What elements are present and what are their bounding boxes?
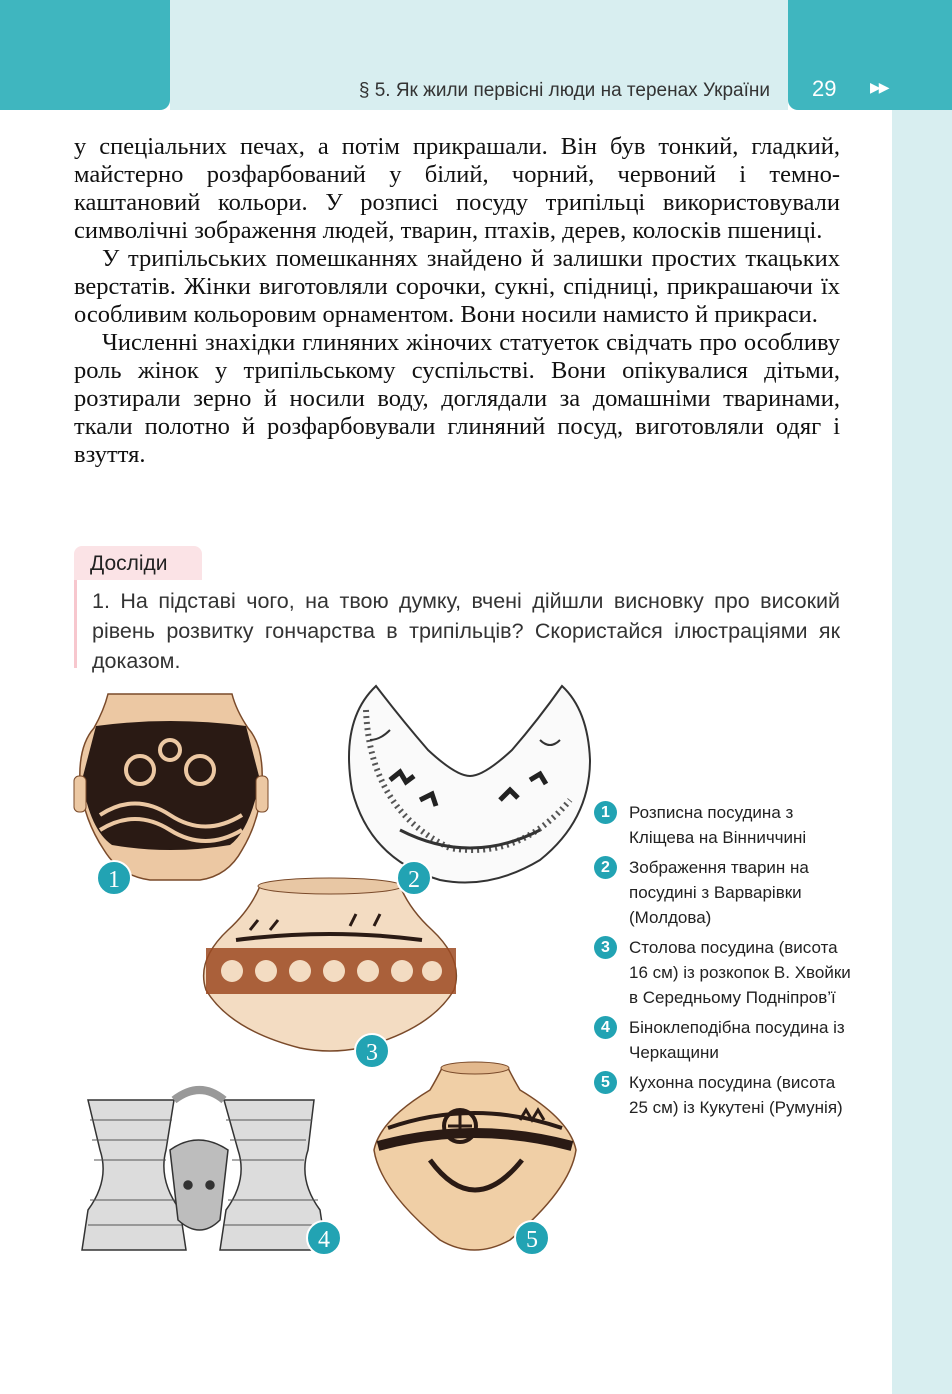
paragraph: у спеціальних печах, а потім прикрашали. Він був тонкий, гладкий, майстерно розфарбований у білий, чорний, червоний і темно-каштановий кольори. У розписі посуду трипільці використовували символічні зображення людей, тварин, птахів, дерев, колосків пшениці.: [74, 133, 840, 244]
pottery-illustration: [70, 680, 600, 1280]
legend-number: 1: [594, 801, 617, 824]
figure-badge-1: 1: [96, 860, 132, 896]
page-number: 29: [812, 76, 837, 101]
legend-number: 5: [594, 1071, 617, 1094]
body-text: [74, 133, 840, 469]
vessel-2-image: [349, 686, 590, 883]
figure-badge-5: 5: [514, 1220, 550, 1256]
legend-number: 2: [594, 856, 617, 879]
legend-text: Зображення тварин на посудині з Варварівки (Молдова): [629, 858, 809, 927]
chapter-title: § 5. Як жили первісні люди на теренах України: [358, 80, 770, 101]
figure-badge-2: 2: [396, 860, 432, 896]
legend-text: Розписна посудина з Кліщева на Вінниччині: [629, 803, 807, 847]
legend-text: Біноклеподібна посудина із Черкащини: [629, 1018, 845, 1062]
header-tab-left: [0, 0, 170, 110]
legend-number: 4: [594, 1016, 617, 1039]
vessel-4-image: [82, 1090, 326, 1250]
legend-item: [592, 855, 852, 930]
pottery-drawings: [70, 680, 600, 1280]
figure-badge-3: 3: [354, 1033, 390, 1069]
next-page-arrows-icon[interactable]: ▶▶: [870, 80, 888, 96]
research-question: 1. На підставі чого, на твою думку, вчені дійшли висновку про високий рівень розвитку гончарства в трипільців? Скористайся ілюстраціями як доказом.: [92, 589, 840, 673]
legend-number: 3: [594, 936, 617, 959]
legend-item: [592, 1015, 852, 1065]
vessel-3-image: [204, 878, 457, 1051]
research-label-text: Досліди: [90, 552, 168, 575]
figure-legend: [592, 800, 852, 1125]
research-label: [74, 546, 202, 580]
legend-item: [592, 1070, 852, 1120]
research-side-bar: [74, 580, 77, 668]
legend-text: Кухонна посудина (висота 25 см) із Кукутені (Румунія): [629, 1073, 843, 1117]
paragraph: Численні знахідки глиняних жіночих статуеток свідчать про особливу роль жінок у трипільському суспільстві. Вони опікувалися дітьми, розтирали зерно й носили воду, доглядали за домашніми тваринами, ткали полотно й розфарбовували глиняний посуд, виготовляли одяг і взуття.: [74, 329, 840, 468]
legend-item: [592, 935, 852, 1010]
vessel-1-image: [74, 694, 268, 880]
figure-badge-4: 4: [306, 1220, 342, 1256]
legend-item: [592, 800, 852, 850]
paragraph: У трипільських помешканнях знайдено й залишки простих ткацьких верстатів. Жінки виготовляли сорочки, сукні, спідниці, прикрашаючи їх особливим кольоровим орнаментом. Вони носили намисто й прикраси.: [74, 245, 840, 328]
vessel-5-image: [374, 1062, 576, 1250]
legend-text: Столова посудина (висота 16 см) із розкопок В. Хвойки в Середньому Подніпров’ї: [629, 938, 851, 1007]
right-margin-strip: [892, 110, 952, 1394]
